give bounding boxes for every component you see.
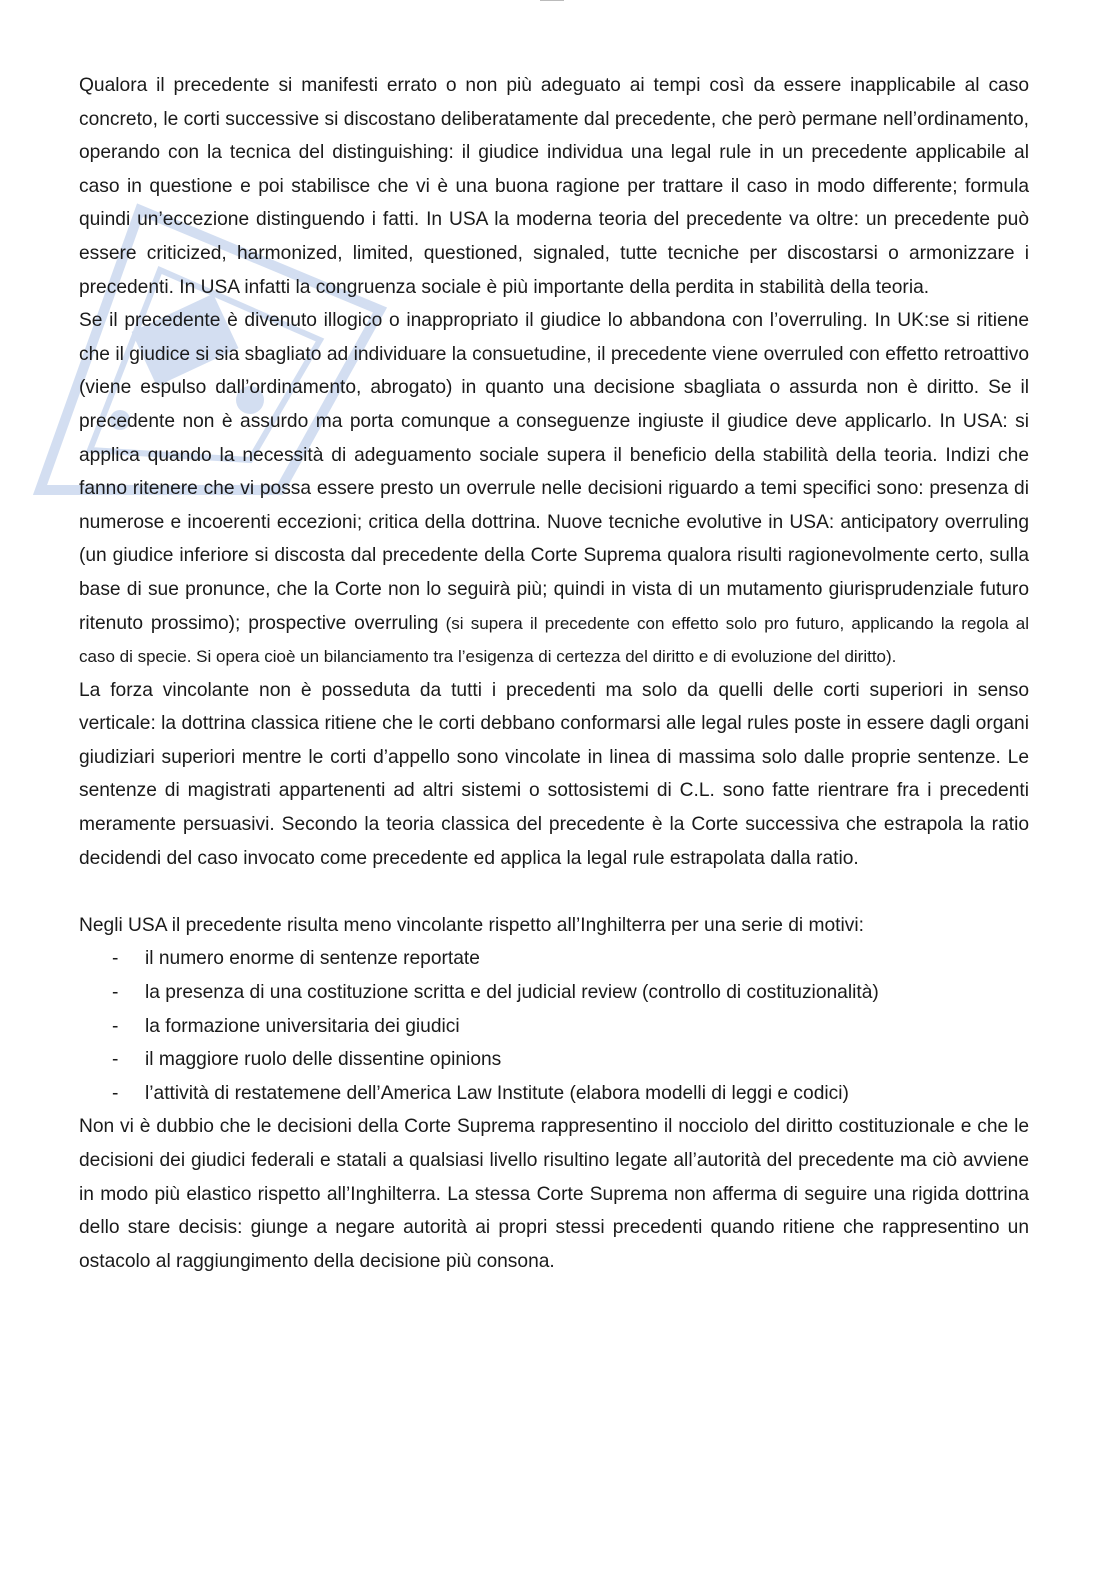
list-item	[79, 942, 1029, 976]
list-item-text: il numero enorme di sentenze reportate	[145, 948, 480, 970]
list-intro	[79, 909, 1029, 943]
paragraph-distinguishing	[79, 69, 1029, 304]
paragraph-overruling-small-text: (si supera il precedente con effetto solo pro futuro, applicando la regola al caso di specie. Si opera cioè un bilanciamento tra l’esigenza di certezza del diritto e di evoluzione del diritto).	[79, 613, 1029, 667]
bullet-dash: -	[112, 948, 119, 970]
paragraph-binding-force	[79, 674, 1029, 876]
paragraph-distinguishing-text: Qualora il precedente si manifesti errato o non più adeguato ai tempi così da essere inapplicabile al caso concreto, le corti successive si discostano deliberatamente dal precedente, che però permane nell’ordinamento, operando con la tecnica del distinguishing: il giudice individua una legal rule in un precedente applicabile al caso in questione e poi stabilisce che vi è una buona ragione per trattare il caso in modo differente; formula quindi un’eccezione distinguendo i fatti. In USA la moderna teoria del precedente va oltre: un precedente può essere criticized, harmonized, limited, questioned, signaled, tutte tecniche per discostarsi o armonizzare i precedenti. In USA infatti la congruenza sociale è più importante della perdita in stabilità della teoria.	[79, 75, 1029, 298]
list-item-text: il maggiore ruolo delle dissentine opinions	[145, 1049, 502, 1071]
bullet-dash: -	[112, 1049, 119, 1071]
paragraph-overruling	[79, 304, 1029, 674]
list-item	[79, 1043, 1029, 1077]
paragraph-supreme-court	[79, 1110, 1029, 1278]
list-item	[79, 976, 1029, 1010]
motivi-list	[79, 942, 1029, 1110]
bullet-dash: -	[112, 982, 119, 1004]
list-item-text: la presenza di una costituzione scritta e del judicial review (controllo di costituzionalità)	[145, 982, 879, 1004]
paragraph-binding-force-text: La forza vincolante non è posseduta da tutti i precedenti ma solo da quelli delle corti superiori in senso verticale: la dottrina classica ritiene che le corti debbano conformarsi alle legal rules poste in essere dagli organi giudiziari superiori mentre le corti d’appello sono vincolate in linea di massima solo dalle proprie sentenze. Le sentenze di magistrati appartenenti ad altri sistemi o sottosistemi di C.L. sono fatte rientrare fra i precedenti meramente persuasivi. Secondo la teoria classica del precedente è la Corte successiva che estrapola la ratio decidendi del caso invocato come precedente ed applica la legal rule estrapolata dalla ratio.	[79, 679, 1029, 869]
page-header-mark	[540, 0, 564, 4]
document-body	[79, 69, 1029, 1278]
paragraph-overruling-text: Se il precedente è divenuto illogico o inappropriato il giudice lo abbandona con l’overruling. In UK:se si ritiene che il giudice si sia sbagliato ad individuare la consuetudine, il precedente viene overruled con effetto retroattivo (viene espulso dall’ordinamento, abrogato) in quanto una decisione sbagliata o assurda non è diritto. Se il precedente non è assurdo ma porta comunque a conseguenze ingiuste il giudice deve applicarlo. In USA: si applica quando la necessità di adeguamento sociale supera il beneficio della stabilità della teoria. Indizi che fanno ritenere che vi possa essere presto un overrule nelle decisioni riguardo a temi specifici sono: presenza di numerose e incoerenti eccezioni; critica della dottrina. Nuove tecniche evolutive in USA: anticipatory overruling (un giudice inferiore si discosta dal precedente della Corte Suprema qualora risulti ragionevolmente certo, sulla base di sue pronunce, che la Corte non lo seguirà più; quindi in vista di un mutamento giurisprudenziale futuro ritenuto prossimo); prospective overruling	[79, 310, 1029, 634]
list-item-text: l’attività di restatemene dell’America Law Institute (elabora modelli di leggi e codici)	[145, 1082, 849, 1104]
list-item	[79, 1077, 1029, 1111]
list-item	[79, 1010, 1029, 1044]
paragraph-spacer	[79, 875, 1029, 909]
list-intro-text: Negli USA il precedente risulta meno vincolante rispetto all’Inghilterra per una serie di motivi:	[79, 914, 864, 936]
list-item-text: la formazione universitaria dei giudici	[145, 1015, 460, 1037]
bullet-dash: -	[112, 1082, 119, 1104]
paragraph-supreme-court-text: Non vi è dubbio che le decisioni della Corte Suprema rappresentino il nocciolo del diritto costituzionale e che le decisioni dei giudici federali e statali a qualsiasi livello risultino legate all’autorità del precedente ma ciò avviene in modo più elastico rispetto all’Inghilterra. La stessa Corte Suprema non afferma di seguire una rigida dottrina dello stare decisis: giunge a negare autorità ai propri stessi precedenti quando ritiene che rappresentino un ostacolo al raggiungimento della decisione più consona.	[79, 1116, 1029, 1272]
bullet-dash: -	[112, 1015, 119, 1037]
